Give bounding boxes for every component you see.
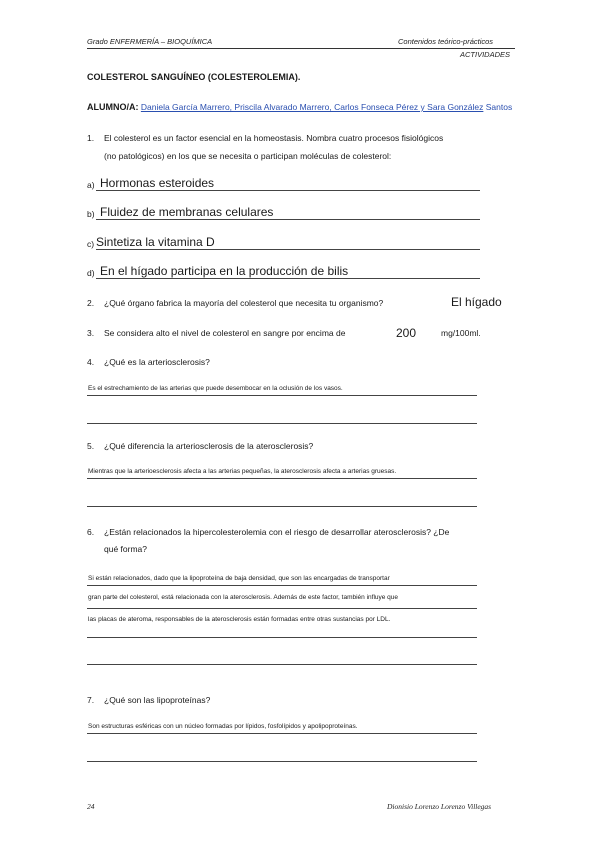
q1-c-answer: Sintetiza la vitamina D bbox=[96, 235, 215, 249]
q3-text: Se considera alto el nivel de colesterol en sangre por encima de bbox=[104, 328, 346, 338]
q4-line-2 bbox=[87, 423, 477, 424]
q1-line1: El colesterol es un factor esencial en la homeostasis. Nombra cuatro procesos fisiológicos bbox=[104, 133, 444, 143]
q6-answer-2: gran parte del colesterol, está relacionada con la aterosclerosis. Además de este factor, también influye que bbox=[88, 594, 399, 601]
q2-number: 2. bbox=[87, 298, 95, 308]
q7-number: 7. bbox=[87, 695, 95, 705]
q1-d-line bbox=[96, 278, 480, 279]
student-names[interactable]: Daniela García Marrero, Priscila Alvarado Marrero, Carlos Fonseca Pérez y Sara González bbox=[140, 102, 484, 112]
footer-author: Dionisio Lorenzo Lorenzo Villegas bbox=[387, 802, 492, 811]
q1-a-answer: Hormonas esteroides bbox=[100, 176, 215, 190]
q5-line-2 bbox=[87, 506, 477, 507]
q4-number: 4. bbox=[87, 357, 95, 367]
q3-number: 3. bbox=[87, 328, 95, 338]
q5-line-1 bbox=[87, 478, 477, 479]
q6-number: 6. bbox=[87, 527, 95, 537]
q1-a-letter: a) bbox=[87, 180, 95, 190]
q5-answer: Mientras que la arterioesclerosis afecta a las arterias pequeñas, la aterosclerosis afecta a arterias gruesas. bbox=[88, 468, 397, 475]
q1-d-answer: En el hígado participa en la producción de bilis bbox=[100, 264, 349, 278]
q6-line-3 bbox=[87, 637, 477, 638]
q4-answer: Es el estrechamiento de las arterias que puede desembocar en la oclusión de los vasos. bbox=[88, 385, 343, 392]
q1-d-letter: d) bbox=[87, 268, 95, 278]
q4-line-1 bbox=[87, 395, 477, 396]
q6-answer-3: las placas de ateroma, responsables de la aterosclerosis están formadas entre otras sustancias por LDL. bbox=[88, 616, 391, 623]
student-label: ALUMNO/A: bbox=[87, 102, 139, 112]
q4-text: ¿Qué es la arteriosclerosis? bbox=[104, 357, 210, 367]
q2-answer: El hígado bbox=[451, 295, 502, 309]
header-right-top: Contenidos teórico-prácticos bbox=[398, 37, 494, 46]
q6-line1: ¿Están relacionados la hipercolesterolemia con el riesgo de desarrollar aterosclerosis? ¿De bbox=[104, 527, 450, 537]
q6-line2: qué forma? bbox=[104, 544, 147, 554]
q7-answer: Son estructuras esféricas con un núcleo formadas por lípidos, fosfolípidos y apolipoproteínas. bbox=[88, 723, 358, 730]
header-divider bbox=[87, 48, 515, 49]
q3-unit: mg/100ml. bbox=[441, 328, 481, 338]
q1-a-line bbox=[96, 190, 480, 191]
student-row bbox=[87, 102, 512, 112]
q1-b-line bbox=[96, 219, 480, 220]
q6-line-1 bbox=[87, 585, 477, 586]
student-names-tail: Santos bbox=[485, 102, 513, 112]
page-title: COLESTEROL SANGUÍNEO (COLESTEROLEMIA). bbox=[87, 72, 301, 82]
header-right-bottom: ACTIVIDADES bbox=[460, 50, 511, 59]
q1-c-line bbox=[96, 249, 480, 250]
header-left: Grado ENFERMERÍA – BIOQUÍMICA bbox=[87, 37, 213, 46]
q1-line2: (no patológicos) en los que se necesita o participan moléculas de colesterol: bbox=[104, 151, 392, 161]
q1-number: 1. bbox=[87, 133, 95, 143]
q5-text: ¿Qué diferencia la arteriosclerosis de la aterosclerosis? bbox=[104, 441, 314, 451]
q5-number: 5. bbox=[87, 441, 95, 451]
q7-line-1 bbox=[87, 733, 477, 734]
q2-text: ¿Qué órgano fabrica la mayoría del colesterol que necesita tu organismo? bbox=[104, 298, 384, 308]
q6-line-4 bbox=[87, 664, 477, 665]
q7-text: ¿Qué son las lipoproteínas? bbox=[104, 695, 211, 705]
q7-line-2 bbox=[87, 761, 477, 762]
q1-b-answer: Fluidez de membranas celulares bbox=[100, 205, 274, 219]
q1-b-letter: b) bbox=[87, 209, 95, 219]
footer-page-number: 24 bbox=[87, 802, 95, 811]
q3-answer: 200 bbox=[396, 326, 417, 340]
q6-line-2 bbox=[87, 608, 477, 609]
q1-c-letter: c) bbox=[87, 239, 95, 249]
q6-answer-1: Si están relacionados, dado que la lipoproteína de baja densidad, que son las encargadas de transportar bbox=[88, 575, 390, 582]
